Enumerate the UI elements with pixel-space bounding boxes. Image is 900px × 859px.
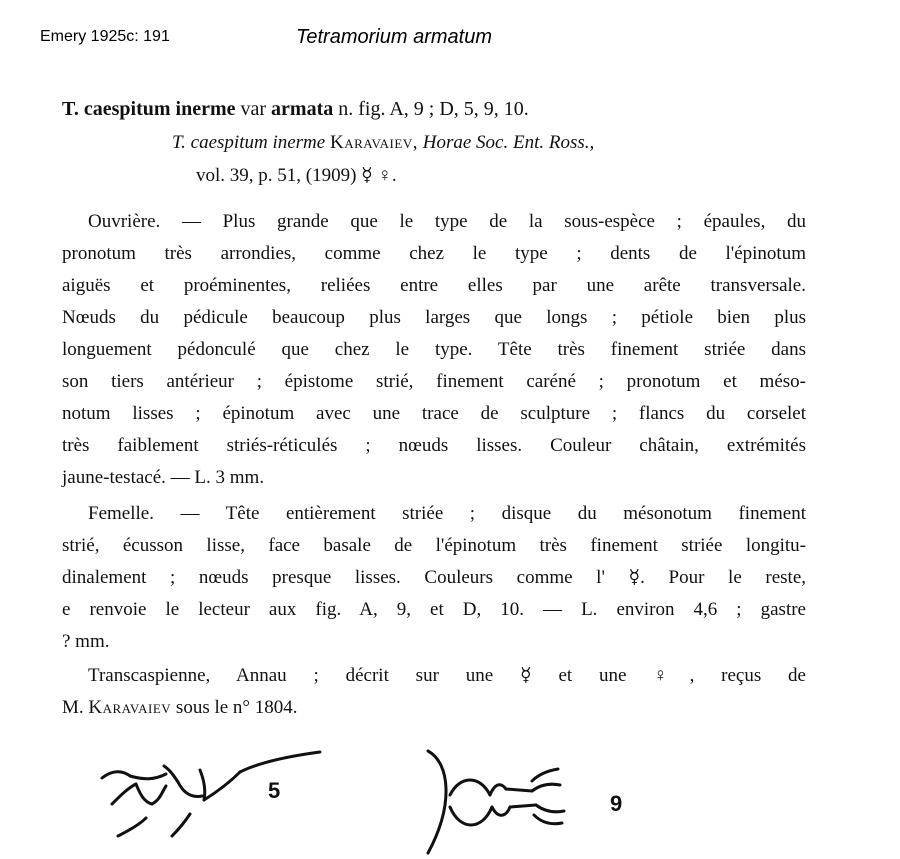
var-word: var [240,98,267,120]
last-line-prefix: M. [62,697,84,718]
figure-5-label: 5 [268,778,281,803]
figure-9-label: 9 [610,791,623,816]
body-line: Nœuds du pédicule beaucoup plus larges que longs ; pétiole bien plus [62,307,806,328]
body-line: notum lisses ; épinotum avec une trace de sculpture ; flancs du corselet [62,403,806,424]
last-line-author: Karavaiev [88,697,172,718]
body-line: Ouvrière. — Plus grande que le type de la sous-espèce ; épaules, du [88,211,806,232]
body-line: Transcaspienne, Annau ; décrit sur une ☿ et une ♀, reçus de [88,665,806,686]
entry-figure-ref: n. fig. A, 9 ; D, 5, 9, 10. [338,98,529,120]
body-line: ? mm. [62,631,110,652]
synonym-volume-line: vol. 39, p. 51, (1909) ☿ ♀. [196,165,397,186]
synonym-name: T. caespitum inerme [172,132,326,153]
last-line-suffix: sous le n° 1804. [175,697,298,718]
body-line: aiguës et proéminentes, reliées entre elles par une arête transversale. [62,275,806,296]
body-line: strié, écusson lisse, face basale de l'épinotum très finement striée longitu- [62,535,806,556]
entry-title-line [62,96,529,122]
body-line: jaune-testacé. — L. 3 mm. [62,467,265,488]
body-line: longuement pédonculé que chez le type. Tête très finement striée dans [62,339,806,360]
synonym-journal: Horae Soc. Ent. Ross., [422,132,595,153]
body-line: dinalement ; nœuds presque lisses. Couleurs comme l' ☿. Pour le reste, [62,567,806,588]
body-last-line [62,695,298,721]
entry-name: T. caespitum inerme [62,98,236,120]
body-line: son tiers antérieur ; épistome strié, finement caréné ; pronotum et méso- [62,371,806,392]
var-name: armata [271,98,334,120]
citation-header: Emery 1925c: 191 [40,28,170,45]
body-line: très faiblement striés-réticulés ; nœuds lisses. Couleur châtain, extrémités [62,435,806,456]
synonym-line [172,130,594,156]
species-header: Tetramorium armatum [296,26,492,48]
body-line: pronotum très arrondies, comme chez le type ; dents de l'épinotum [62,243,806,264]
body-line: Femelle. — Tête entièrement striée ; disque du mésonotum finement [88,503,806,524]
synonym-author: Karavaiev, [329,132,418,153]
figure-5-drawing [100,740,340,859]
body-line: e renvoie le lecteur aux fig. A, 9, et D, 10. — L. environ 4,6 ; gastre [62,599,806,620]
figure-9-drawing [420,745,660,859]
